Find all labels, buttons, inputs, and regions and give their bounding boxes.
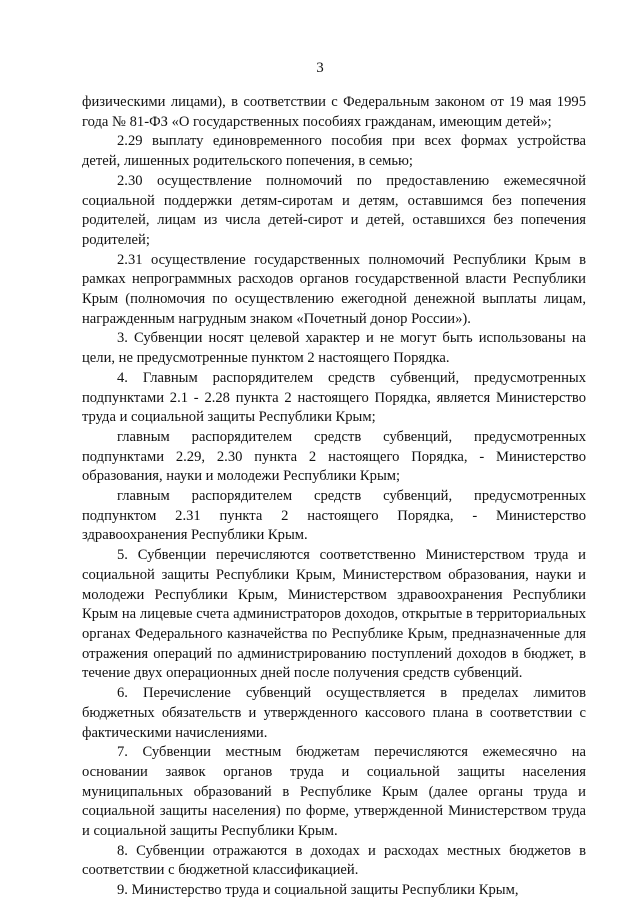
paragraph-9: 9. Министерство труда и социальной защиты Республики Крым,	[117, 882, 519, 899]
page-number: 3	[316, 60, 324, 76]
paragraph-6: 6. Перечисление субвенций осуществляется в пределах лимитов бюджетных обязательств и утвержденного кассового плана в соответствии с фактическими начислениями.	[82, 685, 586, 741]
paragraph-4-health: главным распорядителем средств субвенций, предусмотренных подпунктом 2.31 пункта 2 настоящего Порядка, - Министерство здравоохранения Республики Крым.	[82, 488, 586, 544]
paragraph-8: 8. Субвенции отражаются в доходах и расходах местных бюджетов в соответствии с бюджетной классификацией.	[82, 842, 586, 879]
paragraph-continuation: физическими лицами), в соответствии с Федеральным законом от 19 мая 1995 года № 81-ФЗ «О государственных пособиях гражданам, имеющим детей»;	[82, 94, 586, 130]
paragraph-4: 4. Главным распорядителем средств субвенций, предусмотренных подпунктами 2.1 - 2.28 пункта 2 настоящего Порядка, является Министерство труда и социальной защиты Республики Крым;	[82, 369, 586, 426]
paragraph-4-education: главным распорядителем средств субвенций, предусмотренных подпунктами 2.29, 2.30 пункта 2 настоящего Порядка, - Министерство образования, науки и молодежи Республики Крым;	[82, 428, 586, 485]
paragraph-7: 7. Субвенции местным бюджетам перечисляются ежемесячно на основании заявок органов труда и социальной защиты населения муниципальных образований в Республике Крым (далее органы труда и социальной защиты населения) по форме, утвержденной Министерством труда и социальной защиты Республики Крым.	[82, 744, 586, 840]
paragraph-3: 3. Субвенции носят целевой характер и не могут быть использованы на цели, не предусмотренные пунктом 2 настоящего Порядка.	[82, 330, 586, 367]
paragraph-5: 5. Субвенции перечисляются соответственно Министерством труда и социальной защиты Республики Крым, Министерством образования, науки и молодежи Республики Крым, Министерством здравоохранения Республики Крым на лицевые счета администраторов доходов, открытые в территориальных органах Федерального казначейства по Республике Крым, предназначенные для отражения операций по администрированию поступлений доходов в бюджет, в течение двух операционных дней после получения средств субвенций.	[82, 547, 586, 682]
paragraph-2-30: 2.30 осуществление полномочий по предоставлению ежемесячной социальной поддержки детям-сиротам и детям, оставшимся без попечения родителей, лицам из числа детей-сирот и детей, оставшихся без попечения родителей;	[82, 172, 586, 248]
document-body	[82, 93, 586, 901]
paragraph-2-31: 2.31 осуществление государственных полномочий Республики Крым в рамках непрограммных расходов органов государственной власти Республики Крым (полномочия по осуществлению ежегодной денежной выплаты лицам, награжденным нагрудным знаком «Почетный донор России»).	[82, 251, 586, 327]
paragraph-2-29: 2.29 выплату единовременного пособия при всех формах устройства детей, лишенных родительского попечения, в семью;	[82, 133, 586, 170]
